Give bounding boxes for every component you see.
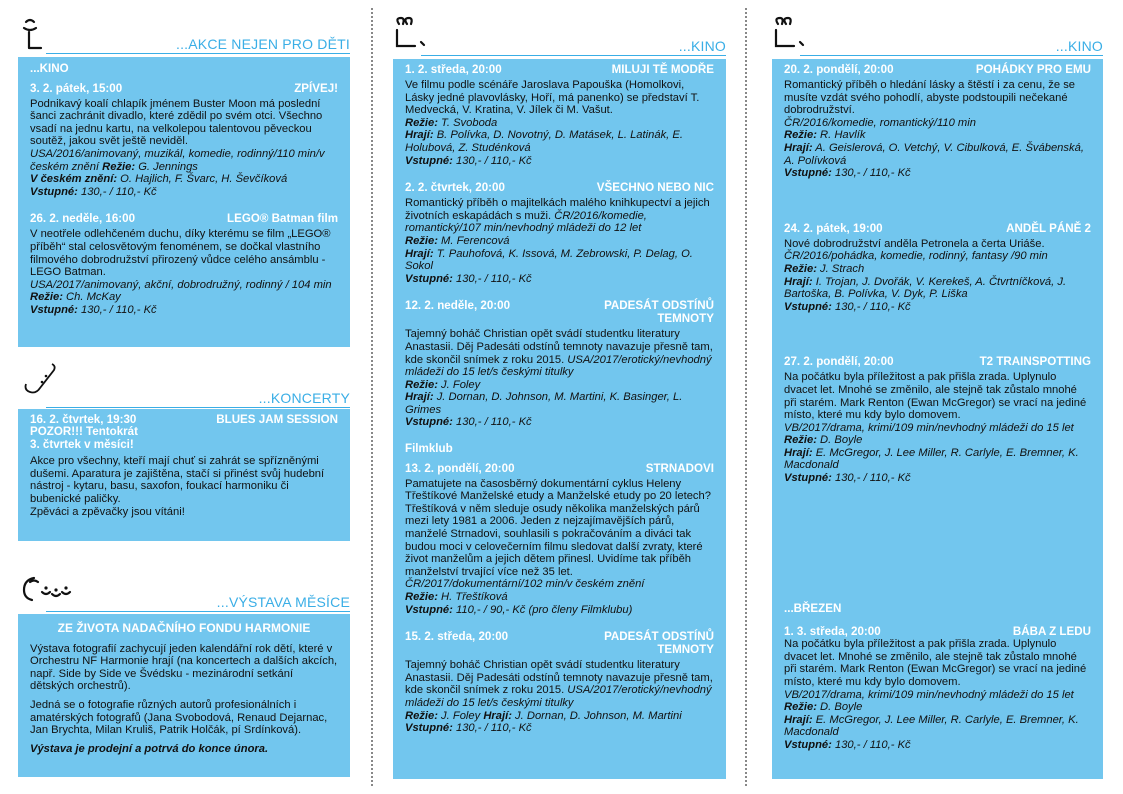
exhibition-text: Jedná se o fotografie různých autorů profesionálních i amatérských fotografů (Jana Svobodová, Renaud Dejarnac, Jan Brychta, Milan Kruliš, Patrik Holčák, pí Srdínková).: [30, 698, 328, 737]
section-title: ...KINO: [678, 38, 726, 54]
vstupne-label: Vstupné:: [405, 722, 453, 735]
section-header-vystava: [18, 594, 350, 610]
director: J. Foley: [437, 378, 481, 391]
cast: J. Dornan, D. Johnson, M. Martini, K. Basinger, L. Grimes: [405, 391, 683, 416]
filmklub-label: Filmklub: [405, 442, 453, 456]
event-meta: VB/2017/drama, krimi/109 min/nevhodný mládeži do 15 let: [784, 421, 1074, 434]
hraji-label: Hrají:: [405, 247, 434, 260]
cast: E. McGregor, J. Lee Miller, R. Carlyle, E. Bremner, K. Macdonald: [784, 713, 1079, 739]
event-description: Romantický příběh o hledání lásky a štěstí i za cenu, že se musíte vzdát svého pohodlí, abyste podstoupili nečekané dobrodružství.: [784, 79, 1076, 117]
notice: POZOR!!! Tentokrát: [30, 425, 138, 438]
price: 130,- / 110,- Kč: [831, 300, 911, 313]
price: 130,- / 110,- Kč: [77, 185, 157, 198]
exhibition-text: Výstava fotografií zachycují jeden kalendářní rok dětí, které v Orchestru NF Harmonie hrají (na koncertech a dalších akcích, např. Side by Side ve Švédsku - mezinárodní setkání dětských orchestrů).: [30, 642, 338, 693]
director: J. Strach: [816, 262, 865, 275]
category-label: ...KINO: [30, 62, 69, 75]
section-title: ...VÝSTAVA MĚSÍCE: [216, 594, 350, 610]
event: [784, 63, 1091, 180]
hraji-label: Hrají:: [784, 275, 813, 288]
rezie-label: Režie:: [405, 709, 438, 722]
zneni-label: V českém znění:: [30, 173, 118, 186]
section-title: ...AKCE NEJEN PRO DĚTI: [176, 36, 350, 52]
hraji-label: Hrají:: [405, 391, 434, 404]
director: M. Ferencová: [437, 234, 510, 247]
event: [784, 355, 1091, 484]
event: [405, 462, 714, 617]
vstupne-label: Vstupné:: [405, 272, 453, 285]
kino-deti-box: [18, 57, 350, 347]
event-date: 13. 2. pondělí, 20:00: [405, 461, 515, 475]
event-title: T2 TRAINSPOTTING: [979, 355, 1091, 369]
event-meta: USA/2017/erotický/nevhodný mládeži do 15 let/s českými titulky: [405, 353, 712, 379]
event-title: LEGO® Batman film: [227, 212, 338, 226]
event-meta: USA/2017/animovaný, akční, dobrodružný, rodinný / 104 min: [30, 278, 332, 291]
price: 130,- / 110,- Kč: [452, 416, 532, 429]
rezie-label: Režie:: [405, 234, 438, 247]
event-description: Podnikavý koalí chlapík jménem Buster Moon má poslední šanci zachránit divadlo, které zdědil po svém otci. Všechno vsadí na jednu kartu, na velkolepou talentovou pěveckou soutěž, jakou svět ještě neviděl.: [30, 97, 323, 148]
director: J. Foley: [437, 709, 484, 722]
exhibition-note: Výstava je prodejní a potrvá do konce února.: [30, 742, 269, 755]
vstupne-label: Vstupné:: [784, 300, 832, 313]
event: [405, 181, 714, 285]
event-title: PADESÁT ODSTÍNŮ TEMNOTY: [604, 299, 714, 326]
cast: T. Pauhofová, K. Issová, M. Zebrowski, P. Delag, O. Sokol: [405, 247, 693, 273]
event-date: 26. 2. neděle, 16:00: [30, 212, 136, 226]
event-meta: VB/2017/drama, krimi/109 min/nevhodný mládeži do 15 let: [784, 688, 1074, 701]
event-title: STRNADOVI: [645, 461, 714, 475]
section-header-kino: [393, 38, 726, 54]
director: D. Boyle: [816, 434, 863, 447]
rezie-label: Režie:: [784, 701, 817, 714]
event-meta: ČR/2016/pohádka, komedie, rodinný, fantasy /90 min: [784, 250, 1048, 263]
director: H. Třeštíková: [437, 591, 508, 603]
price: 130,- / 110,- Kč: [452, 272, 532, 285]
event-title: MILUJI TĚ MODŘE: [611, 63, 714, 76]
event: [30, 212, 338, 316]
event-date: 2. 2. čtvrtek, 20:00: [405, 181, 505, 195]
vystava-box: [18, 614, 350, 777]
koncerty-box: [18, 409, 350, 541]
event: [784, 625, 1091, 751]
price: 130,- / 110,- Kč: [831, 167, 911, 180]
hraji-label: Hrají:: [483, 709, 512, 722]
event-date: 20. 2. pondělí, 20:00: [784, 63, 894, 76]
event-date: 1. 2. středa, 20:00: [405, 63, 502, 76]
hraji-label: Hrají:: [784, 446, 813, 459]
event-meta: ČR/2016/komedie, romantický/110 min: [784, 116, 976, 129]
rezie-label: Režie:: [784, 262, 817, 275]
kino-box-3: [772, 59, 1103, 779]
event-description: Pamatujete na časosběrný dokumentární cyklus Heleny Třeštíkové Manželské etudy a Manželské etudy po 20 letech? Třeštíková v něm sleduje osudy několika manželských párů mezi lety 1981 a 2006. Jeden z nejzajímavějších párů, manželé Strnadovi, souhlasili s pokračováním a diváci tak budou moci v celovečerním filmu sledovat další zvraty, které život manželům a jejich dětem přinesl. Uvidíme tak příběh manželství trvající více než 35 let.: [405, 477, 711, 578]
event-meta: USA/2017/erotický/nevhodný mládeži do 15 let/s českými titulky: [405, 684, 712, 709]
voices: O. Hajlich, F. Švarc, H. Ševčíková: [117, 173, 288, 186]
event-meta: ČR/2016/komedie, romantický/107 min/nevhodný mládeži do 12 let: [405, 209, 647, 235]
event-meta: USA/2016/animovaný, muzikál, komedie, rodinný/110 min/v českém znění: [30, 147, 325, 173]
event-title: PADESÁT ODSTÍNŮ TEMNOTY: [604, 630, 714, 657]
cast: I. Trojan, J. Dvořák, V. Kerekeš, A. Čtvrtníčková, J. Bartoška, B. Polívka, V. Dyk, P. Liška: [784, 275, 1067, 301]
vstupne-label: Vstupné:: [784, 167, 832, 180]
rezie-label: Režie:: [30, 291, 63, 304]
event-meta: ČR/2017/dokumentární/102 min/v českém znění: [405, 578, 645, 591]
price: 130,- / 110,- Kč: [831, 739, 911, 751]
column-separator: [371, 8, 373, 786]
section-header-kino: [772, 38, 1103, 54]
director: Ch. McKay: [62, 291, 121, 304]
column-separator: [745, 8, 747, 786]
event-title: BÁBA Z LEDU: [1012, 625, 1091, 639]
vstupne-label: Vstupné:: [405, 154, 453, 167]
event-description: Nové dobrodružství anděla Petronela a čerta Uriáše.: [784, 237, 1045, 250]
section-header-akce: [18, 36, 350, 52]
hraji-label: Hrají:: [784, 713, 813, 726]
vstupne-label: Vstupné:: [784, 472, 832, 485]
event-description: Ve filmu podle scénáře Jaroslava Papouška (Homolkovi, Lásky jedné plavovlásky, Hoří, má panenko) se představí T. Medvecká, V. Kratina, V. Jílek či M. Vašut.: [405, 79, 700, 117]
hraji-label: Hrají:: [784, 141, 813, 154]
section-header-koncerty: [18, 390, 350, 406]
event-title: POHÁDKY PRO EMU: [975, 63, 1091, 76]
rezie-label: Režie:: [784, 434, 817, 447]
notice: 3. čtvrtek v měsíci!: [30, 437, 134, 451]
event: [30, 82, 338, 199]
vstupne-label: Vstupné:: [30, 303, 78, 316]
event-description: Akce pro všechny, kteří mají chuť si zahrát se spřízněnými dušemi. Aparatura je zajištěna, stačí si přinést svůj hudební nástroj - kytaru, basu, saxofon, foukací harmoniku či bubenické paličky.: [30, 455, 325, 505]
rezie-label: Režie:: [405, 116, 438, 129]
hraji-label: Hrají:: [405, 129, 434, 142]
event-title: ANDĚL PÁNĚ 2: [1006, 221, 1091, 235]
event-date: 1. 3. středa, 20:00: [784, 625, 881, 639]
director: R. Havlík: [816, 129, 866, 142]
event-description: Na počátku byla příležitost a pak přišla zrada. Uplynulo dvacet let. Mnohé se změnilo, ale stejně tak zůstalo mnohé při starém. Mark Renton (Ewan McGregor) se vrací na jediné místo, které mu kdy bylo domovem.: [784, 371, 1087, 422]
event: [784, 222, 1091, 314]
event-description: Tajemný boháč Christian opět svádí studentku literatury Anastasii. Děj Padesáti odstínů temnoty navazuje přesně tam, kde skončil snímek z roku 2015.: [405, 659, 713, 697]
price: 130,- / 110,- Kč: [452, 154, 532, 167]
event-description: Tajemný boháč Christian opět svádí studentku literatury Anastasii. Děj Padesáti odstínů temnoty navazuje přesně tam, kde skončil snímek z roku 2015.: [405, 328, 713, 366]
vstupne-label: Vstupné:: [405, 416, 453, 429]
cast: B. Polívka, D. Novotný, D. Matásek, L. Latinák, E. Holubová, Z. Studénková: [405, 129, 683, 154]
event-description: Na počátku byla příležitost a pak přišla zrada. Uplynulo dvacet let. Mnohé se změnilo, ale stejně tak zůstalo mnohé při starém. Mark Renton (Ewan McGregor) se vrací na jediné místo, které mu kdy bylo domovem.: [784, 638, 1087, 689]
brezen-label: ...BŘEZEN: [784, 601, 842, 615]
vstupne-label: Vstupné:: [30, 185, 78, 198]
event: [405, 630, 714, 735]
exhibition-title: ZE ŽIVOTA NADAČNÍHO FONDU HARMONIE: [57, 621, 311, 635]
price: 130,- / 110,- Kč: [77, 303, 157, 316]
director: G. Jennings: [135, 160, 198, 173]
price: 130,- / 110,- Kč: [452, 722, 532, 735]
event-date: 27. 2. pondělí, 20:00: [784, 355, 894, 369]
rezie-label: Režie:: [405, 378, 438, 391]
event: [405, 299, 714, 429]
event-title: VŠECHNO NEBO NIC: [596, 181, 714, 195]
section-title: ...KINO: [1055, 38, 1103, 54]
event-title: ZPÍVEJ!: [294, 81, 338, 95]
event-date: 24. 2. pátek, 19:00: [784, 221, 883, 235]
director: D. Boyle: [816, 701, 863, 714]
rezie-label: Režie:: [784, 129, 817, 142]
event: [405, 63, 714, 167]
event-date: 3. 2. pátek, 15:00: [30, 81, 123, 95]
rezie-label: Režie:: [102, 160, 136, 173]
cast: J. Dornan, D. Johnson, M. Martini: [511, 709, 682, 722]
cast: A. Geislerová, O. Vetchý, V. Cibulková, E. Švábenská, A. Polívková: [784, 141, 1084, 167]
event-date: 12. 2. neděle, 20:00: [405, 299, 511, 313]
price: 130,- / 110,- Kč: [831, 472, 911, 485]
cast: E. McGregor, J. Lee Miller, R. Carlyle, E. Bremner, K. Macdonald: [784, 446, 1079, 472]
section-title: ...KONCERTY: [258, 390, 350, 406]
director: T. Svoboda: [437, 116, 498, 129]
kino-box-2: [393, 59, 726, 779]
vstupne-label: Vstupné:: [784, 739, 832, 751]
event-description: V neotřele odlehčeném duchu, díky kterému se film „LEGO® příběh“ stal celosvětovým fenoménem, se dočkal vlastního filmového dobrodružství přirozený vůdce celého ansámblu - LEGO Batman.: [30, 228, 331, 279]
event-date: 15. 2. středa, 20:00: [405, 630, 509, 644]
event-description: Zpěváci a zpěvačky jsou vítáni!: [30, 505, 185, 518]
rezie-label: Režie:: [405, 591, 438, 603]
event-date: 16. 2. čtvrtek, 19:30: [30, 413, 137, 426]
event-description: Romantický příběh o majitelkách malého knihkupectví a jejich životních eskapádách s muži.: [405, 197, 710, 222]
price: 110,- / 90,- Kč (pro členy Filmklubu): [452, 603, 633, 616]
vstupne-label: Vstupné:: [405, 603, 453, 616]
event-title: BLUES JAM SESSION: [216, 413, 338, 426]
